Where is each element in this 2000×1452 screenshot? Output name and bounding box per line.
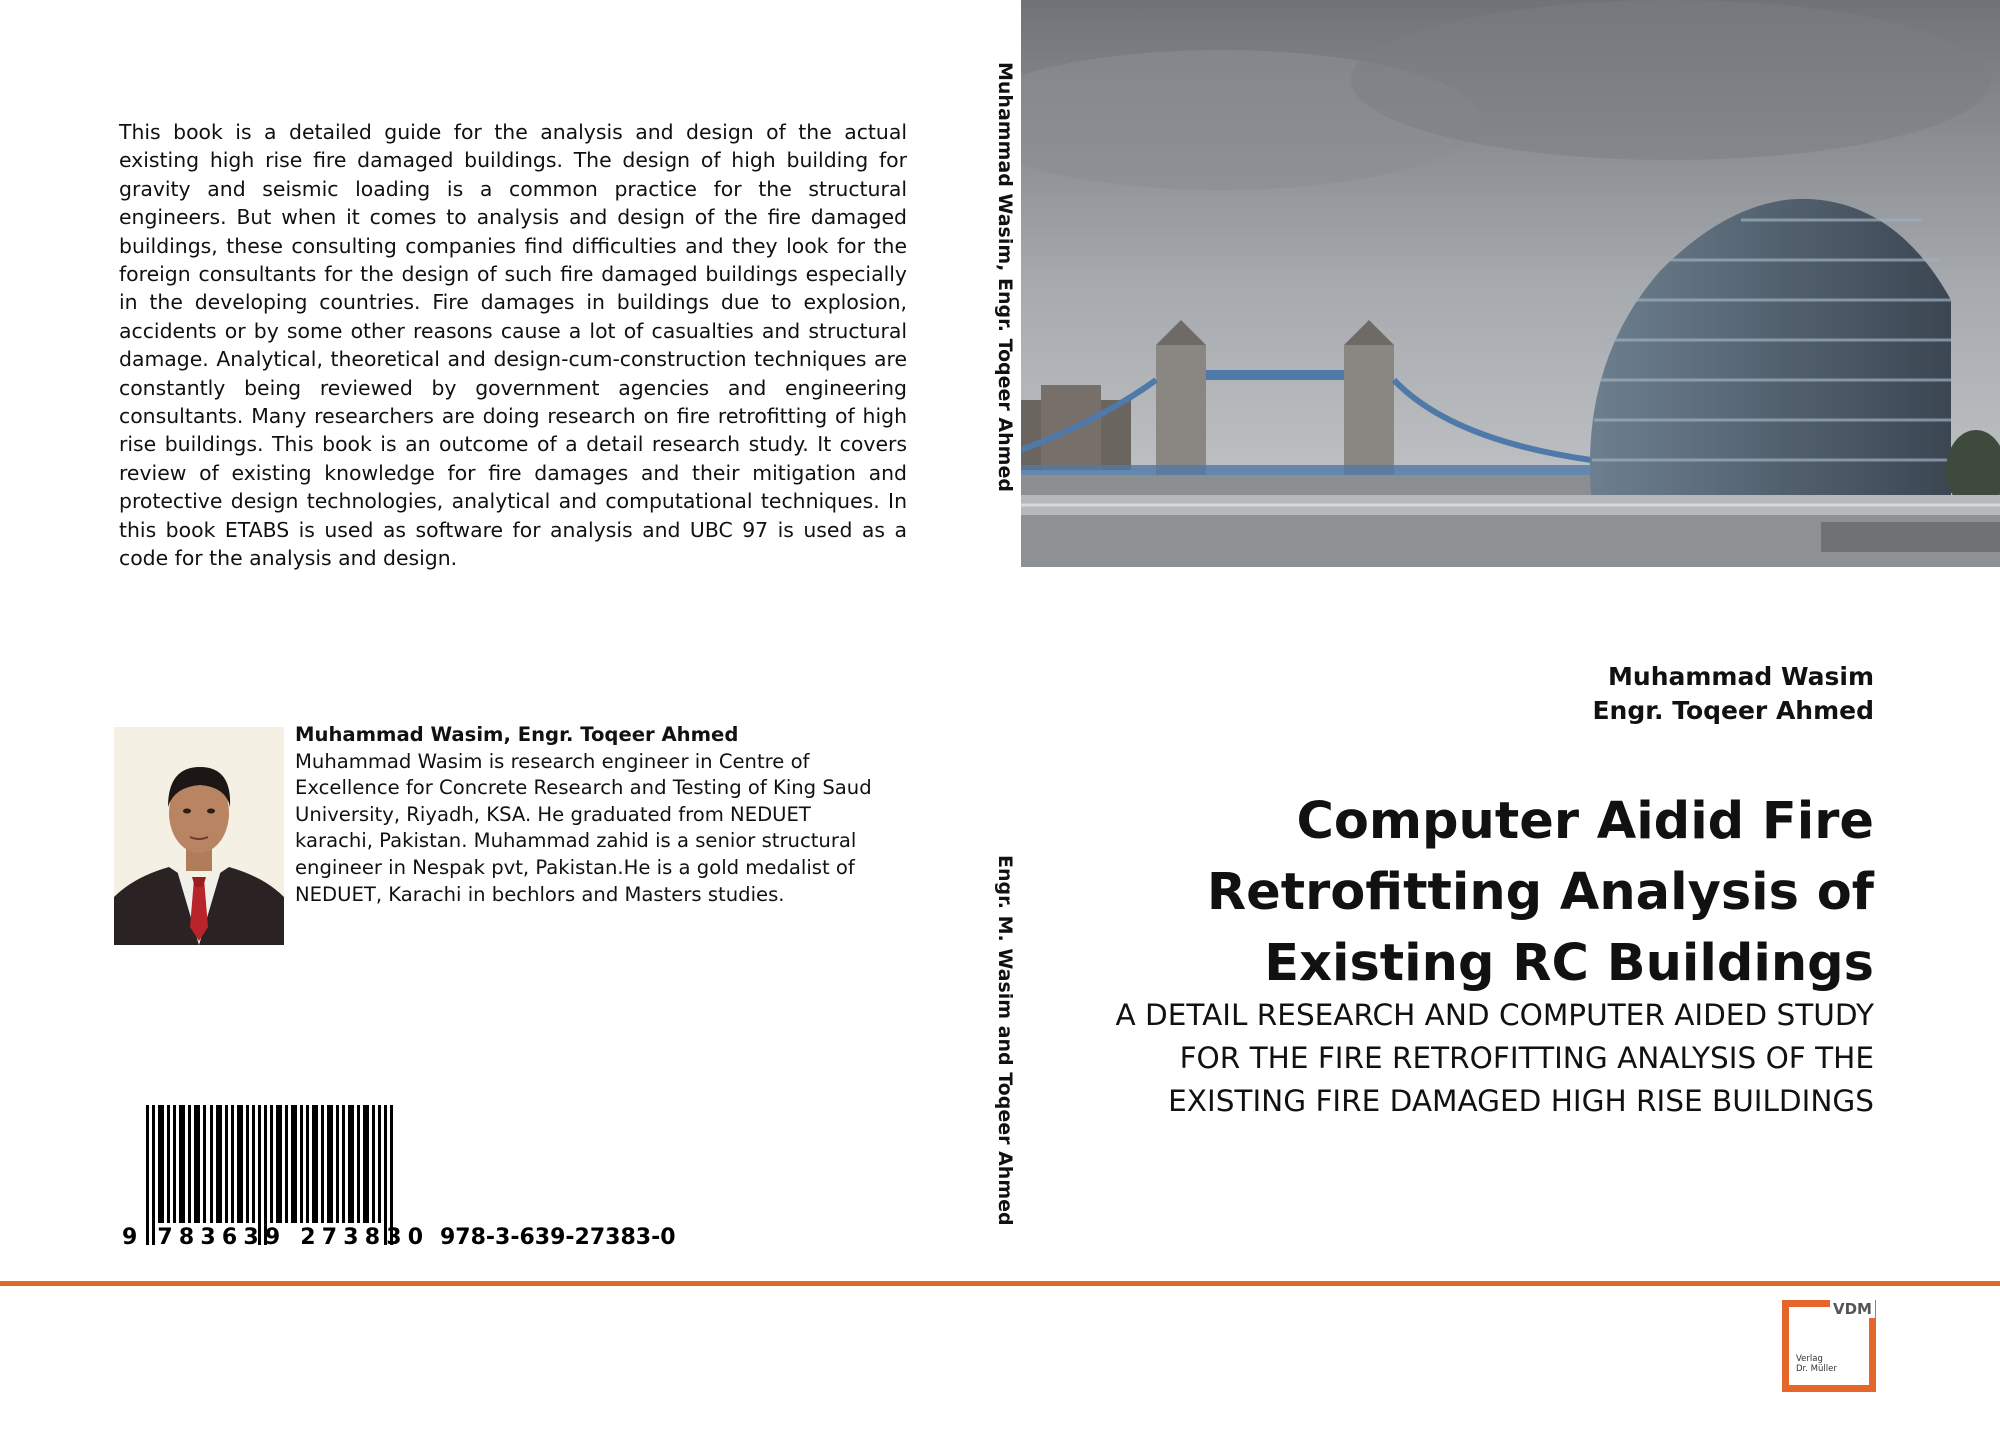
author-bio [295, 722, 875, 908]
barcode-icon [122, 1105, 422, 1245]
author-photo [114, 727, 284, 945]
spine-authors-top: Muhammad Wasim, Engr. Toqeer Ahmed [994, 62, 1016, 492]
isbn: 978-3-639-27383-0 [440, 1225, 676, 1250]
author-bio-text: Muhammad Wasim is research engineer in Centre of Excellence for Concrete Research and Testing of King Saud University, Riyadh, KSA. He graduated from NEDUET karachi, Pakistan. Muhammad zahid is a senior structural engineer in Nespak pvt, Pakistan.He is a gold medalist of NEDUET, Karachi in bechlors and Masters studies. [295, 749, 872, 906]
vdm-logo-subtext [1796, 1354, 1837, 1374]
cover-photo [1021, 0, 2000, 567]
front-authors [1592, 660, 1874, 728]
author-portrait-icon [114, 727, 284, 945]
vdm-logo-subtext-1: Verlag [1796, 1354, 1823, 1364]
barcode [122, 1105, 452, 1255]
vdm-logo-subtext-2: Dr. Müller [1796, 1364, 1837, 1374]
barcode-digits: 9 783639 273830 [122, 1225, 430, 1250]
orange-divider [0, 1281, 2000, 1286]
tower-bridge-city-hall-photo-icon [1021, 0, 2000, 567]
front-author-2: Engr. Toqeer Ahmed [1592, 696, 1874, 725]
front-author-1: Muhammad Wasim [1608, 662, 1874, 691]
book-subtitle: A DETAIL RESEARCH AND COMPUTER AIDED STUDY FOR THE FIRE RETROFITTING ANALYSIS OF THE EXISTING FIRE DAMAGED HIGH RISE BUILDINGS [1115, 998, 1874, 1118]
author-bio-names: Muhammad Wasim, Engr. Toqeer Ahmed [295, 723, 739, 746]
publisher-logo [1782, 1296, 1876, 1392]
book-title: Computer Aidid Fire Retrofitting Analysis of Existing RC Buildings [1206, 792, 1874, 993]
back-cover-blurb: This book is a detailed guide for the analysis and design of the actual existing high rise fire damaged buildings. The design of high building for gravity and seismic loading is a common practice for the structural engineers. But when it comes to analysis and design of the fire damaged buildings, these consulting companies find difficulties and they look for the foreign consultants for the design of such fire damaged buildings especially in the developing countries. Fire damages in buildings due to explosion, accidents or by some other reasons cause a lot of casualties and structural damage. Analytical, theoretical and design-cum-construction techniques are constantly being reviewed by government agencies and engineering consultants. Many researchers are doing research on fire retrofitting of high rise buildings. This book is an outcome of a detail research study. It covers review of existing knowledge for fire damages and their mitigation and protective design technologies, analytical and computational techniques. In this book ETABS is used as software for analysis and UBC 97 is used as a code for the analysis and design. [119, 120, 907, 571]
vdm-logo-text: VDM [1830, 1300, 1875, 1318]
spine-authors-bottom: Engr. M. Wasim and Toqeer Ahmed [994, 855, 1016, 1226]
